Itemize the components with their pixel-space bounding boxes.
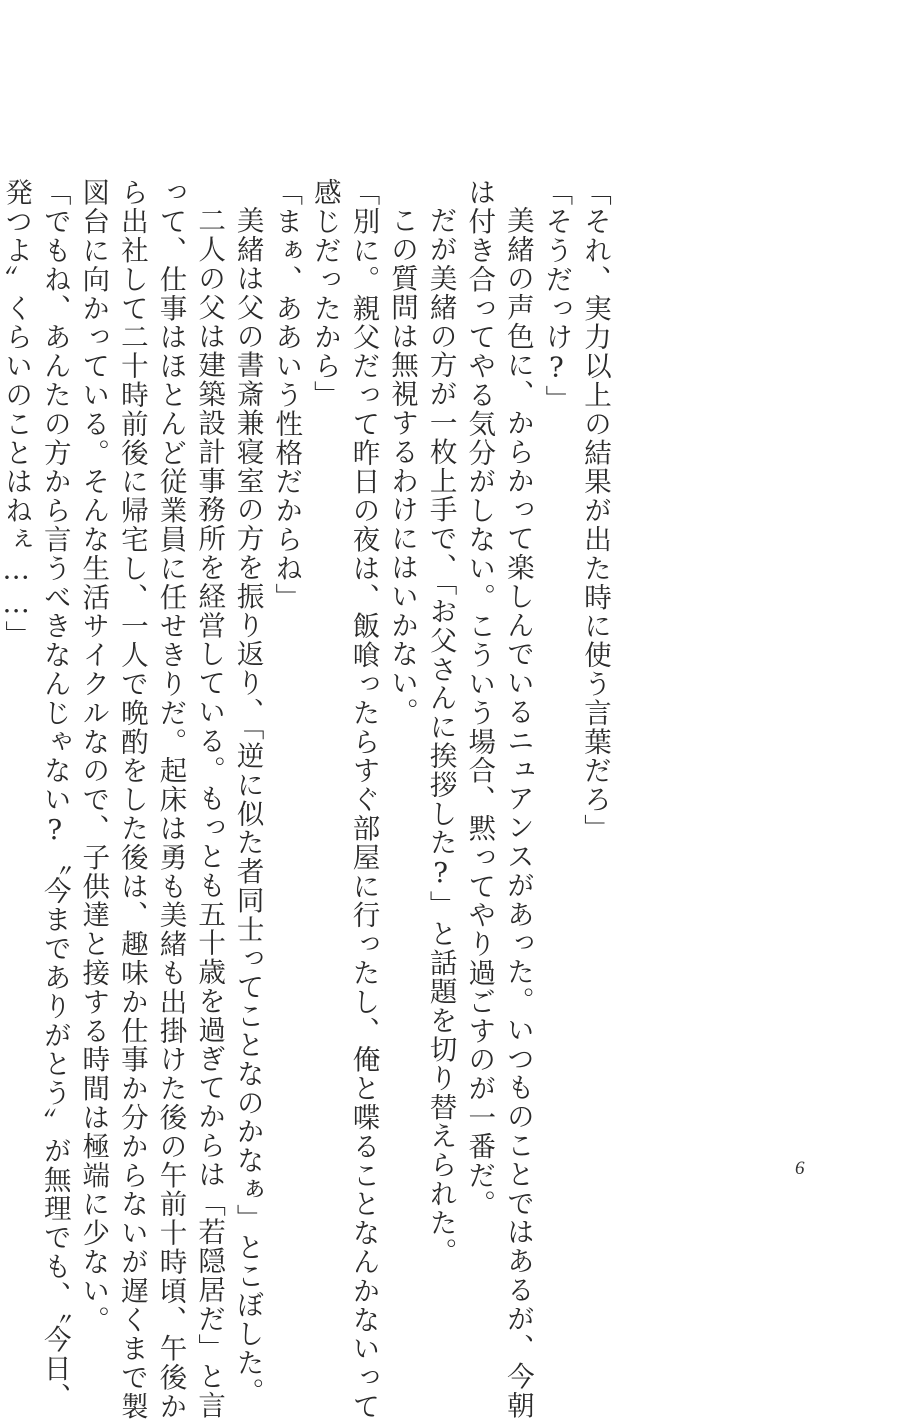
text-line: って、仕事はほとんど従業員に任せきりだ。起床は勇も美緒も出掛けた後の午前十時頃、午後か	[154, 178, 187, 1421]
text-line: 「そうだっけ?」	[540, 178, 573, 414]
text-line: は付き合ってやる気分がしない。こういう場合、黙ってやり過ごすのが一番だ。	[463, 178, 496, 1219]
text-line: 「別に。親父だって昨日の夜は、飯喰ったらすぐ部屋に行ったし、俺と喋ることなんかないって	[347, 178, 380, 1421]
text-line: 二人の父は建築設計事務所を経営している。もっとも五十歳を過ぎてからは「若隠居だ」と言	[193, 205, 226, 1420]
text-line: ら出社して二十時前後に帰宅し、一人で晩酌をした後は、趣味か仕事か分からないが遅くまで製	[115, 178, 148, 1421]
text-line: 「まぁ、ああいう性格だからね」	[270, 178, 303, 612]
text-line: 「でもね、あんたの方から言うべきなんじゃない?〝今までありがとう〟が無理でも、〝今日、	[38, 178, 71, 1412]
text-line: 感じだったから」	[308, 178, 341, 410]
text-line: この質問は無視するわけにはいかない。	[386, 205, 419, 726]
vertical-text-block	[0, 178, 614, 1421]
text-line: だが美緒の方が一枚上手で、「お父さんに挨拶した?」と話題を切り替えられた。	[424, 205, 457, 1266]
text-line: 図台に向かっている。そんな生活サイクルなので、子供達と接する時間は極端に少ない。	[77, 178, 110, 1334]
text-line: 「それ、実力以上の結果が出た時に使う言葉だろ」	[579, 178, 611, 843]
text-line: 美緒は父の書斎兼寝室の方を振り返り、「逆に似た者同士ってことなのかなぁ」とこぼした。	[231, 205, 264, 1406]
text-line: 発つよ〟くらいのことはねぇ……」	[0, 178, 33, 650]
text-line: 美緒の声色に、からかって楽しんでいるニュアンスがあった。いつものことではあるが、今朝	[501, 205, 534, 1420]
page-number: 6	[795, 1158, 805, 1179]
